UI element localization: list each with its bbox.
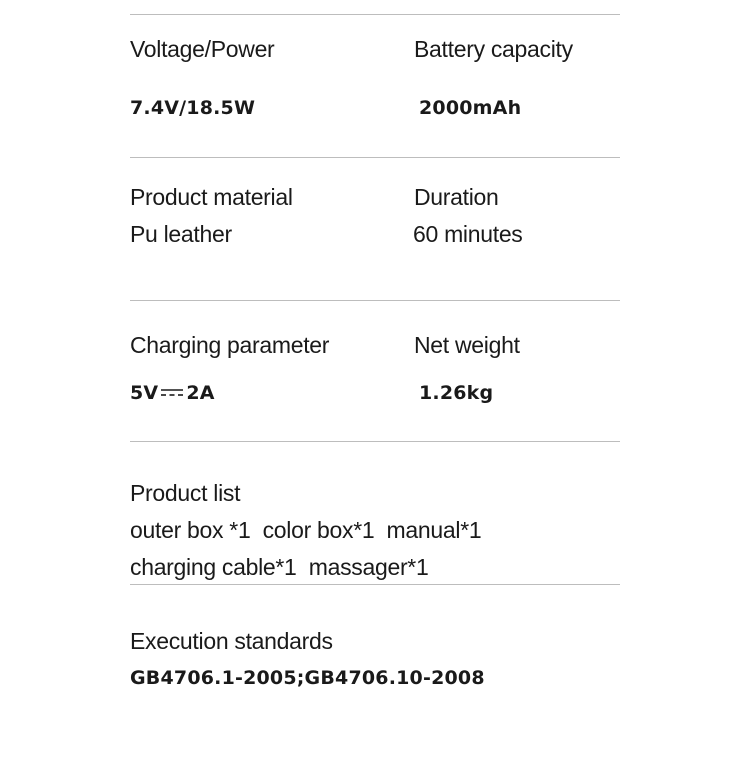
net-weight-value: 1.26kg: [419, 382, 494, 404]
execution-standards-value: GB4706.1-2005;GB4706.10-2008: [130, 667, 485, 689]
battery-capacity-label: Battery capacity: [414, 36, 573, 62]
voltage-power-label: Voltage/Power: [130, 36, 275, 62]
charging-volts: 5V: [130, 382, 159, 404]
execution-standards-label: Execution standards: [130, 628, 333, 654]
charging-parameter-value: [130, 382, 215, 405]
product-material-value: Pu leather: [130, 221, 232, 247]
charging-parameter-label: Charging parameter: [130, 332, 330, 358]
product-list-label: Product list: [130, 480, 241, 506]
net-weight-label: Net weight: [414, 332, 520, 358]
duration-label: Duration: [414, 184, 499, 210]
product-list-line-2: charging cable*1 massager*1: [130, 554, 429, 580]
divider-3: [130, 441, 620, 442]
product-list-line-1: outer box *1 color box*1 manual*1: [130, 517, 482, 543]
divider-top: [130, 14, 620, 15]
divider-1: [130, 157, 620, 158]
divider-4: [130, 584, 620, 585]
dc-current-symbol-icon: [161, 381, 183, 403]
duration-value: 60 minutes: [413, 221, 523, 247]
battery-capacity-value: 2000mAh: [419, 97, 522, 119]
voltage-power-value: 7.4V/18.5W: [130, 97, 256, 119]
divider-2: [130, 300, 620, 301]
product-material-label: Product material: [130, 184, 293, 210]
charging-amps: 2A: [186, 382, 215, 404]
